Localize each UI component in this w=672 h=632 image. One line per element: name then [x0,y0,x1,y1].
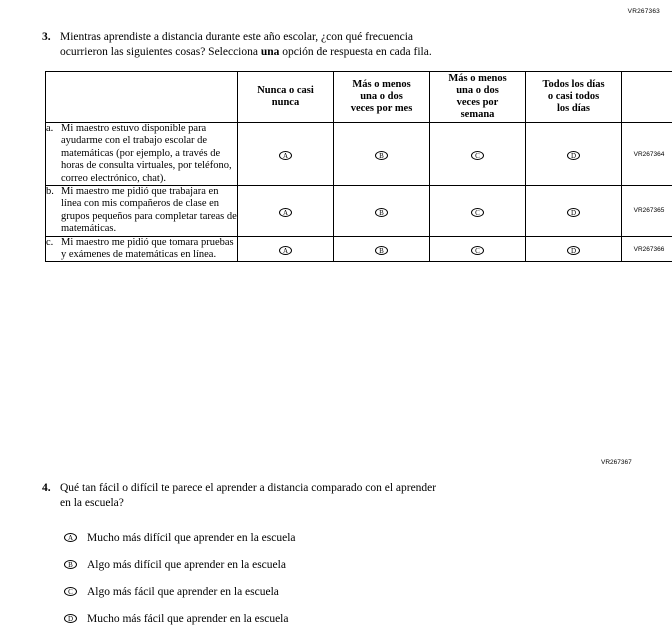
row-c-text: Mi maestro me pidió que tomara pruebas y exámenes de matemáticas en línea. [61,237,237,262]
question-3-line-2-bold: una [261,46,280,58]
question-3-line-2-pre: ocurrieron las siguientes cosas? Selecciona [60,46,261,58]
row-a-option-3[interactable] [430,123,526,186]
header-todos-los-dias: Todos los días o casi todos los días [526,72,622,123]
bubble-c-1[interactable]: A [279,246,292,255]
row-b-option-2[interactable] [334,186,430,237]
bubble-b-4[interactable]: D [567,208,580,217]
row-c-code: VR267366 [622,236,672,262]
row-c-letter: c. [46,237,61,249]
question-3-text [60,30,432,59]
row-b-option-3[interactable] [430,186,526,237]
question-3-line-1: Mientras aprendiste a distancia durante este año escolar, ¿con qué frecuencia [60,31,413,43]
row-a-code: VR267364 [622,123,672,186]
question-4-option-d[interactable] [64,605,622,632]
question-4-block [42,481,622,632]
row-a-letter: a. [46,123,61,135]
row-c-stem [46,236,238,262]
table-row [46,236,672,262]
question-4-option-a-label: Mucho más difícil que aprender en la escuela [87,532,296,544]
question-4-option-d-label: Mucho más fácil que aprender en la escuela [87,613,288,625]
header-una-o-dos-veces-por-semana: Más o menos una o dos veces por semana [430,72,526,123]
row-a-option-2[interactable] [334,123,430,186]
bubble-c-2[interactable]: B [375,246,388,255]
question-4-option-list [64,524,622,632]
row-a-stem [46,123,238,186]
bubble-b-1[interactable]: A [279,208,292,217]
row-a-option-4[interactable] [526,123,622,186]
bubble-a-4[interactable]: D [567,151,580,160]
question-4-line-2: en la escuela? [60,497,124,509]
question-4-code: VR267367 [601,459,632,466]
question-3-prompt [42,30,622,59]
question-4-option-c-label: Algo más fácil que aprender en la escuela [87,586,279,598]
row-b-code: VR267365 [622,186,672,237]
bubble-a-3[interactable]: C [471,151,484,160]
bubble-q4-3[interactable]: C [64,587,77,596]
question-4-number: 4. [42,481,60,495]
row-b-option-4[interactable] [526,186,622,237]
row-a-text: Mi maestro estuvo disponible para ayudarme con el trabajo escolar de matemáticas (por ejemplo, a través de horas de consulta virtuales, por teléfono, correo electrónico, chat). [61,123,237,185]
question-4-option-c[interactable] [64,578,622,605]
bubble-q4-1[interactable]: A [64,533,77,542]
bubble-a-2[interactable]: B [375,151,388,160]
row-b-text: Mi maestro me pidió que trabajara en línea con mis compañeros de clase en grupos pequeños para completar tareas de matemáticas. [61,186,237,236]
question-4-option-b[interactable] [64,551,622,578]
question-3-line-2-post: opción de respuesta en cada fila. [279,46,431,58]
page-corner-code: VR267363 [628,8,660,15]
bubble-q4-4[interactable]: D [64,614,77,623]
header-blank-right [622,72,672,123]
header-una-o-dos-veces-por-mes: Más o menos una o dos veces por mes [334,72,430,123]
bubble-b-2[interactable]: B [375,208,388,217]
question-4-line-1: Qué tan fácil o difícil te parece el aprender a distancia comparado con el aprender [60,482,436,494]
row-c-option-2[interactable] [334,236,430,262]
row-b-stem [46,186,238,237]
question-3-number: 3. [42,30,60,44]
question-4-option-b-label: Algo más difícil que aprender en la escuela [87,559,286,571]
bubble-b-3[interactable]: C [471,208,484,217]
row-b-letter: b. [46,186,61,198]
row-a-option-1[interactable] [238,123,334,186]
question-4-option-a[interactable] [64,524,622,551]
row-c-option-3[interactable] [430,236,526,262]
question-4-text [60,481,436,510]
bubble-c-4[interactable]: D [567,246,580,255]
bubble-a-1[interactable]: A [279,151,292,160]
table-row [46,123,672,186]
row-b-option-1[interactable] [238,186,334,237]
header-nunca-o-casi-nunca: Nunca o casi nunca [238,72,334,123]
question-3-matrix-table [45,71,672,262]
table-row [46,186,672,237]
bubble-c-3[interactable]: C [471,246,484,255]
row-c-option-4[interactable] [526,236,622,262]
header-blank-left [46,72,238,123]
row-c-option-1[interactable] [238,236,334,262]
bubble-q4-2[interactable]: B [64,560,77,569]
table-header-row [46,72,672,123]
